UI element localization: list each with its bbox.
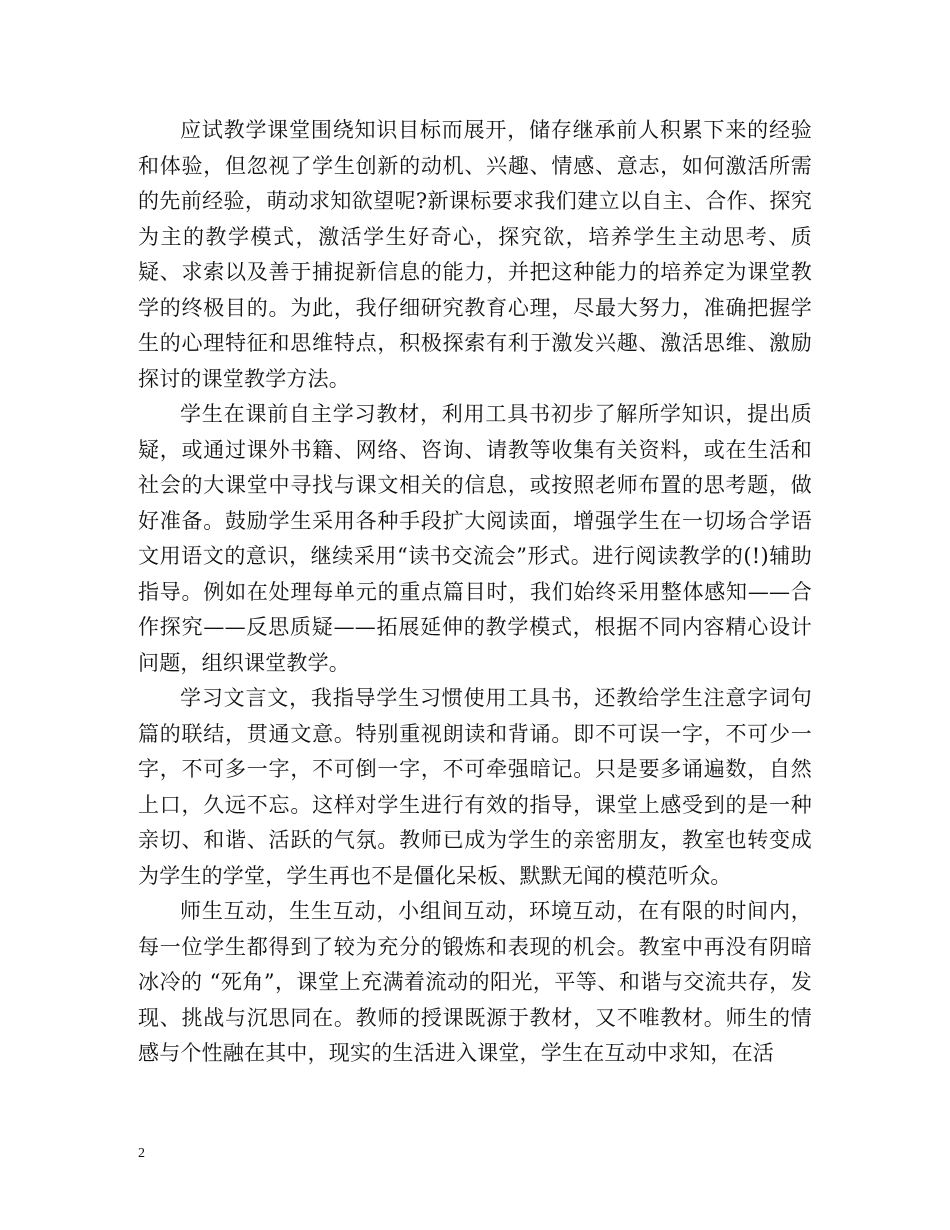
paragraph-2: 学生在课前自主学习教材，利用工具书初步了解所学知识，提出质疑，或通过课外书籍、网络、咨询、请教等收集有关资料，或在生活和社会的大课堂中寻找与课文相关的信息，或按照老师布置的思考题，做好准备。鼓励学生采用各种手段扩大阅读面，增强学生在一切场合学语文用语文的意识，继续采用“读书交流会”形式。进行阅读教学的(!)辅助指导。例如在处理每单元的重点篇目时，我们始终采用整体感知——合作探究——反思质疑——拓展延伸的教学模式，根据不同内容精心设计问题，组织课堂教学。 <box>138 402 812 675</box>
document-body <box>138 113 812 1072</box>
paragraph-1: 应试教学课堂围绕知识目标而展开，储存继承前人积累下来的经验和体验，但忽视了学生创新的动机、兴趣、情感、意志，如何激活所需的先前经验，萌动求知欲望呢?新课标要求我们建立以自主、合作、探究为主的教学模式，激活学生好奇心，探究欲，培养学生主动思考、质疑、求索以及善于捕捉新信息的能力，并把这种能力的培养定为课堂教学的终极目的。为此，我仔细研究教育心理，尽最大努力，准确把握学生的心理特征和思维特点，积极探索有利于激发兴趣、激活思维、激励探讨的课堂教学方法。 <box>138 118 812 391</box>
paragraph-3: 学习文言文，我指导学生习惯使用工具书，还教给学生注意字词句篇的联结，贯通文意。特别重视朗读和背诵。即不可误一字，不可少一字，不可多一字，不可倒一字，不可牵强暗记。只是要多诵遍数，自然上口，久远不忘。这样对学生进行有效的指导，课堂上感受到的是一种亲切、和谐、活跃的气氛。教师已成为学生的亲密朋友，教室也转变成为学生的学堂，学生再也不是僵化呆板、默默无闻的模范听众。 <box>138 686 812 888</box>
page-number: 2 <box>138 1146 145 1161</box>
paragraph-4: 师生互动，生生互动，小组间互动，环境互动，在有限的时间内，每一位学生都得到了较为充分的锻炼和表现的机会。教室中再没有阴暗冰冷的 “死角”，课堂上充满着流动的阳光，平等、和谐与交流共存，发现、挑战与沉思同在。教师的授课既源于教材，又不唯教材。师生的情感与个性融在其中，现实的生活进入课堂，学生在互动中求知，在活 <box>138 899 812 1065</box>
